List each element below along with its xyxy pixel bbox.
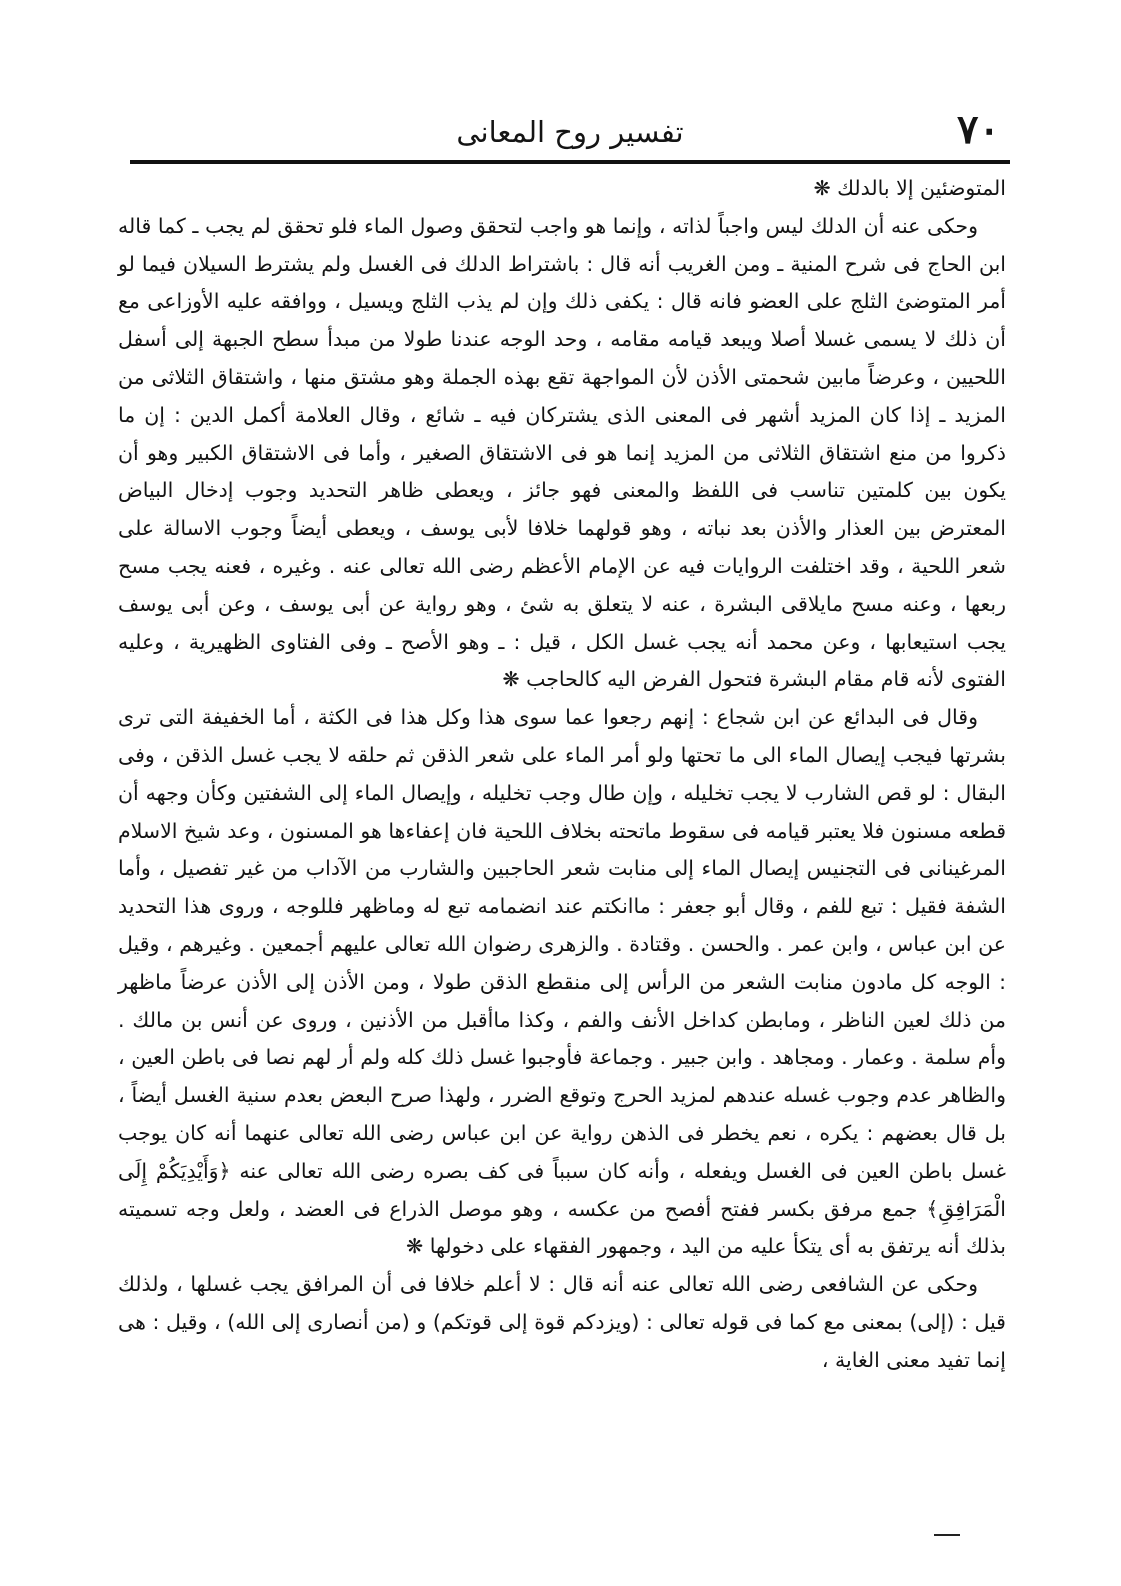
paragraph: المتوضئين إلا بالدلك ❋ (813, 176, 1006, 200)
paragraph: وقال فى البدائع عن ابن شجاع : إنهم رجعوا عما سوى هذا وكل هذا فى الكثة ، أما الخفيفة التى ترى بشرتها فيجب إيصال الماء الى ما تحتها ولو أمر الماء على شعر الذقن ثم حلقه لا يجب غسل الذقن ، وفى البقال : لو قص الشارب لا يجب تخليله ، وإن طال وجب تخليله ، وإيصال الماء إلى الشفتين وكأن وجهه أن قطعه مسنون فلا يعتبر قيامه فى سقوط ماتحته بخلاف اللحية فان إعفاءها هو المسنون ، وعد شيخ الاسلام المرغينانى فى التجنيس إيصال الماء إلى منابت شعر الحاجبين والشارب من الآداب من غير تفصيل ، وأما الشفة فقيل : تبع للفم ، وقال أبو جعفر : ماانكتم عند انضمامه تبع له وماظهر فللوجه ، وروى هذا التحديد عن ابن عباس ، وابن عمر . والحسن . وقتادة . والزهرى رضوان الله تعالى عليهم أجمعين . وغيرهم ، وقيل : الوجه كل مادون منابت الشعر من الرأس إلى منقطع الذقن طولا ، ومن الأذن إلى الأذن عرضاً ماظهر من ذلك لعين الناظر ، ومابطن كداخل الأنف والفم ، وكذا ماأقبل من الأذنين ، وروى عن أنس بن مالك . وأم سلمة . وعمار . ومجاهد . وابن جبير . وجماعة فأوجبوا غسل ذلك كله ولم أر لهم نصا فى باطن العين ، والظاهر عدم وجوب غسله عندهم لمزيد الحرج وتوقع الضرر ، ولهذا صرح البعض بعدم سنية الغسل أيضاً ، بل قال بعضهم : يكره ، نعم يخطر فى الذهن رواية عن ابن عباس رضى الله تعالى عنهما أنه كان يوجب غسل باطن العين فى الغسل ويفعله ، وأنه كان سبباً فى كف بصره رضى الله تعالى عنه ﴿وَأَيْدِيَكُمْ إِلَى الْمَرَافِقِ﴾ جمع مرفق بكسر ففتح أفصح من عكسه ، وهو موصل الذراع فى العضد ، ولعل وجه تسميته بذلك أنه يرتفق به أى يتكأ عليه من اليد ، وجمهور الفقهاء على دخولها ❋ (118, 705, 1006, 1259)
paragraph: وحكى عن الشافعى رضى الله تعالى عنه أنه قال : لا أعلم خلافا فى أن المرافق يجب غسلها ، ولذلك قيل : (إلى) بمعنى مع كما فى قوله تعالى : (ويزدكم قوة إلى قوتكم) و (من أنصارى إلى الله) ، وقيل : هى إنما تفيد معنى الغاية ، (118, 1272, 1006, 1372)
paragraph: وحكى عنه أن الدلك ليس واجباً لذاته ، وإنما هو واجب لتحقق وصول الماء فلو تحقق لم يجب ـ كما قاله ابن الحاج فى شرح المنية ـ ومن الغريب أنه قال : باشتراط الدلك فى الغسل ولم يشترط السيلان فيما لو أمر المتوضئ الثلج على العضو فانه قال : يكفى ذلك وإن لم يذب الثلج ويسيل ، ووافقه عليه الأوزاعى مع أن ذلك لا يسمى غسلا أصلا ويبعد قيامه مقامه ، وحد الوجه عندنا طولا من مبدأ سطح الجبهة إلى أسفل اللحيين ، وعرضاً مابين شحمتى الأذن لأن المواجهة تقع بهذه الجملة وهو مشتق منها ، واشتقاق الثلاثى من المزيد ـ إذا كان المزيد أشهر فى المعنى الذى يشتركان فيه ـ شائع ، وقال العلامة أكمل الدين : إن ما ذكروا من منع اشتقاق الثلاثى من المزيد إنما هو فى الاشتقاق الصغير ، وأما فى الاشتقاق الكبير وهو أن يكون بين كلمتين تناسب فى اللفظ والمعنى فهو جائز ، ويعطى ظاهر التحديد وجوب إدخال البياض المعترض بين العذار والأذن بعد نباته ، وهو قولهما خلافا لأبى يوسف ، ويعطى أيضاً وجوب الاسالة على شعر اللحية ، وقد اختلفت الروايات فيه عن الإمام الأعظم رضى الله تعالى عنه . وغيره ، فعنه يجب مسح ربعها ، وعنه مسح مايلاقى البشرة ، عنه لا يتعلق به شئ ، وهو رواية عن أبى يوسف ، وعن أبى يوسف يجب استيعابها ، وعن محمد أنه يجب غسل الكل ، قيل : ـ وهو الأصح ـ وفى الفتاوى الظهيرية ، وعليه الفتوى لأنه قام مقام البشرة فتحول الفرض اليه كالحاجب ❋ (118, 213, 1006, 692)
page-header (130, 100, 1010, 160)
running-title: تفسير روح المعانى (456, 115, 684, 149)
header-rule (130, 160, 1010, 164)
body-text (118, 170, 1006, 1380)
page-number: ٧٠ (957, 106, 1000, 153)
footer-dash (934, 1534, 960, 1536)
